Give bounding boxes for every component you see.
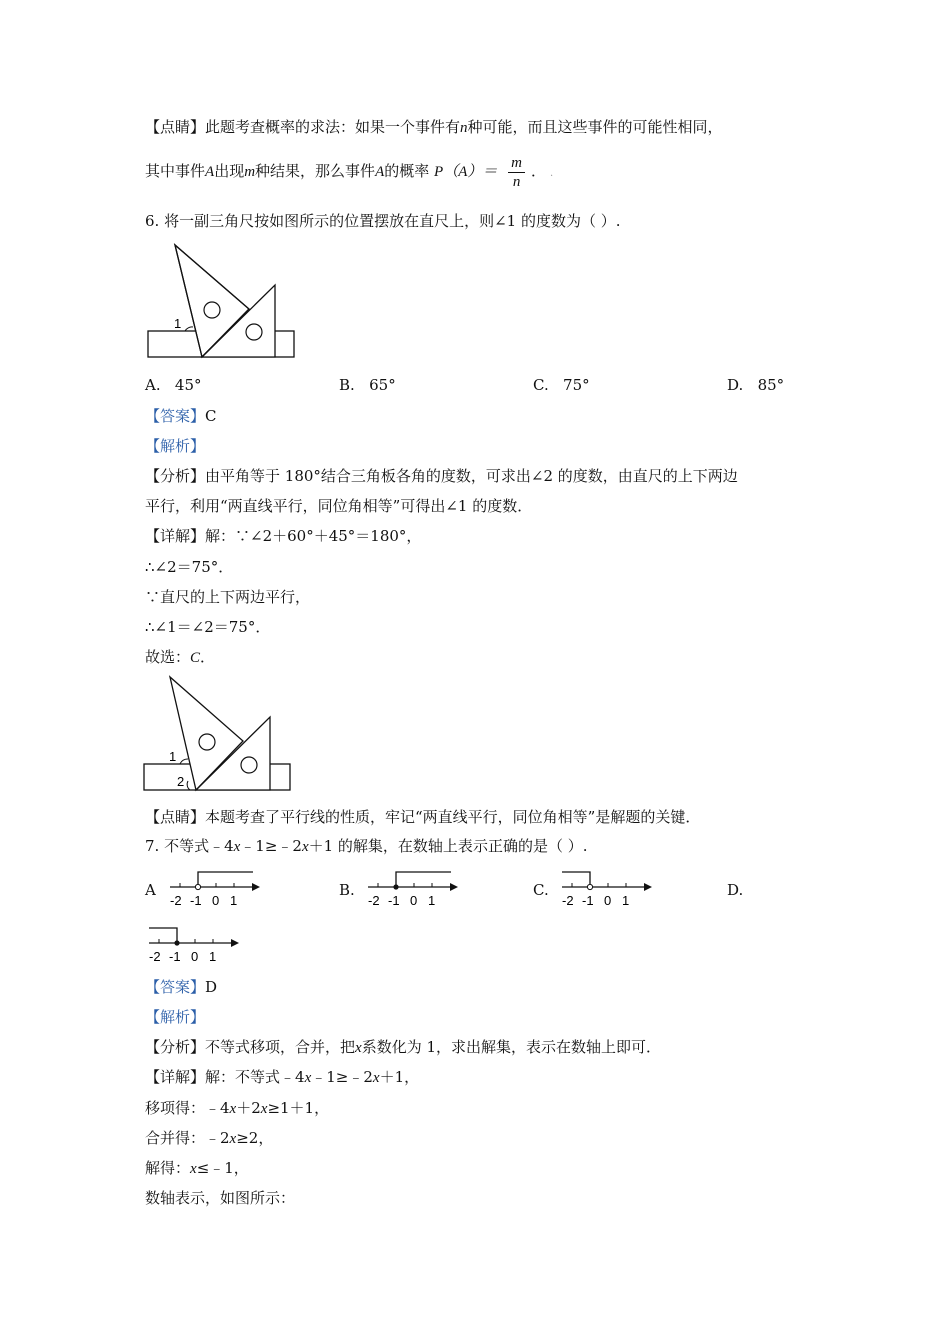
q6-step2: ∴∠2＝75°． [145,558,234,576]
svg-text:0: 0 [604,893,612,908]
q5-dianjing-line2: 其中事件A出现m种结果，那么事件A的概率 P（A）＝ $\frac{m}{n}$ ． . [145,154,554,190]
q6-fenxi-line2: 平行，利用“两直线平行，同位角相等”可得出∠1 的度数． [145,497,533,515]
svg-text:-2: -2 [170,893,182,908]
q7-step-jie: 解得：x≤﹣1， [145,1159,249,1177]
angle-2-label: 2 [177,774,185,789]
svg-text:0: 0 [410,893,418,908]
svg-text:-1: -1 [190,893,202,908]
q7-option-c-letter[interactable]: C. [533,881,549,899]
q6-figure-triangles-on-ruler [145,240,305,365]
q7-step-hebing: 合并得：﹣2x≥2， [145,1129,274,1147]
q7-question: 7. 不等式﹣4x﹣1≥﹣2x＋1 的解集，在数轴上表示正确的是（ ）. [145,837,588,855]
q6-xiangjie: 【详解】解：∵∠2＋60°＋45°＝180°， [145,527,422,545]
q7-step-yixiang: 移项得：﹣4x＋2x≥1＋1， [145,1099,330,1117]
q6-solution-figure [142,673,302,798]
q7-xiangjie: 【详解】解：不等式﹣4x﹣1≥﹣2x＋1， [145,1068,420,1086]
angle-1-label: 1 [169,749,177,764]
svg-text:1: 1 [209,949,217,964]
q7-answer: 【答案】D [145,978,218,996]
q5-dianjing-line1: 【点睛】此题考查概率的求法：如果一个事件有n种可能，而且这些事件的可能性相同， [145,118,723,136]
svg-text:-1: -1 [582,893,594,908]
q7-option-b-letter[interactable]: B. [339,881,355,899]
svg-text:1: 1 [428,893,436,908]
q7-step-zhou: 数轴表示，如图所示： [145,1189,296,1207]
q7-option-d-numberline[interactable] [147,924,247,964]
svg-text:1: 1 [230,893,238,908]
q7-option-a-letter[interactable]: A [145,881,156,899]
svg-text:-1: -1 [388,893,400,908]
q6-option-c[interactable]: C. 75° [533,376,590,394]
q7-option-d-letter[interactable]: D. [727,881,744,899]
dianjing-tag: 【点睛】 [145,118,206,136]
q6-jiexi: 【解析】 [145,437,206,455]
q6-option-b[interactable]: B. 65° [339,376,396,394]
svg-text:0: 0 [212,893,220,908]
q7-jiexi: 【解析】 [145,1008,206,1026]
svg-text:-2: -2 [368,893,380,908]
svg-text:-2: -2 [149,949,161,964]
q7-fenxi: 【分析】不等式移项，合并，把x系数化为 1，求出解集，表示在数轴上即可． [145,1038,662,1056]
q6-step3: ∵直尺的上下两边平行， [145,588,311,606]
q7-option-b-numberline[interactable] [366,868,466,908]
q6-option-a[interactable]: A. 45° [145,376,202,394]
q6-dianjing: 【点睛】本题考查了平行线的性质，牢记“两直线平行，同位角相等”是解题的关键． [145,808,701,826]
probability-fraction: $\frac{m}{n}$ [508,154,525,191]
q6-step4: ∴∠1＝∠2＝75°． [145,618,271,636]
q7-option-c-numberline[interactable] [560,868,660,908]
q6-fenxi-line1: 【分析】由平角等于 180°结合三角板各角的度数，可求出∠2 的度数，由直尺的上下两边 [145,467,738,485]
svg-text:-1: -1 [169,949,181,964]
angle-1-label: 1 [174,316,182,331]
q6-question: 6. 将一副三角尺按如图所示的位置摆放在直尺上，则∠1 的度数为（ ）. [145,212,621,230]
svg-text:-2: -2 [562,893,574,908]
q6-answer: 【答案】C [145,407,217,425]
q6-step5: 故选：C． [145,648,216,666]
q7-option-a-numberline[interactable] [168,868,268,908]
svg-text:0: 0 [191,949,199,964]
svg-text:1: 1 [622,893,630,908]
q6-option-d[interactable]: D. 85° [727,376,785,394]
